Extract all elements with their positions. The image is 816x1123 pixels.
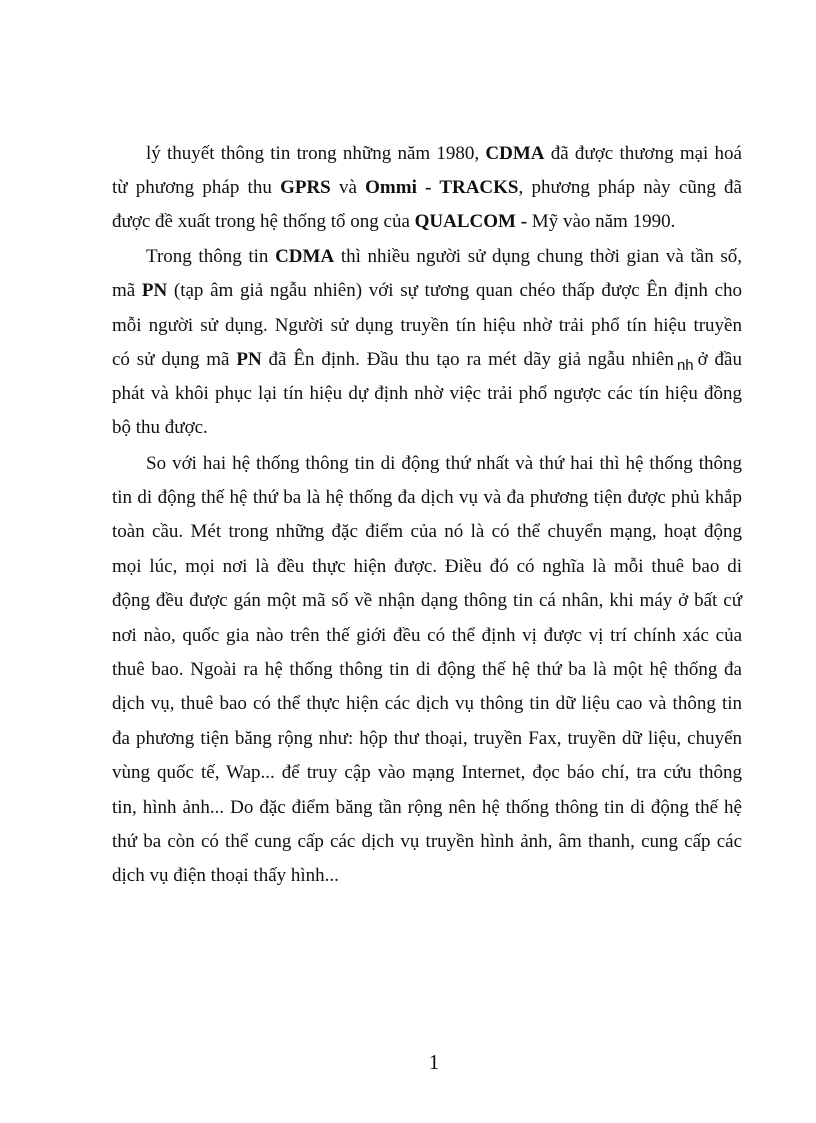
text-span: đã Ên định. Đầu thu tạo ra mét dãy giả ngẫu nhiên <box>261 349 674 370</box>
paragraph-3-line-9: đa phương tiện băng rộng như: hộp thư thoại, truyền Fax, truyền dữ liệu, chuyển <box>112 728 742 749</box>
paragraph-3-line-12: thứ ba còn có thể cung cấp các dịch vụ truyền hình ảnh, âm thanh, cung cấp các <box>112 831 742 852</box>
paragraph-3-line-6: nơi nào, quốc gia nào trên thế giới đều có thể định vị được vị trí chính xác của <box>112 625 742 646</box>
paragraph-3-line-3: toàn cầu. Mét trong những đặc điểm của nó là có thể chuyển mạng, hoạt động <box>112 521 742 542</box>
text-span: mã <box>112 280 142 301</box>
paragraph-1-line-3 <box>112 207 742 237</box>
text-span: Trong thông tin <box>146 246 276 267</box>
paragraph-2-line-4 <box>112 345 742 375</box>
paragraph-3-line-2: tin di động thế hệ thứ ba là hệ thống đa dịch vụ và đa phương tiện được phủ khắp <box>112 487 742 508</box>
text-span: thì nhiều người sử dụng chung thời gian và tần số, <box>334 246 743 267</box>
text-span: từ phương pháp thu <box>112 177 281 198</box>
text-span: có sử dụng mã <box>112 349 237 370</box>
paragraph-3-line-5: động đều được gán một mã số về nhận dạng thông tin cá nhân, khi máy ở bất cứ <box>112 590 742 611</box>
paragraph-3-line-1: So với hai hệ thống thông tin di động thứ nhất và thứ hai thì hệ thống thông <box>146 453 742 474</box>
page-number: 1 <box>428 1050 440 1074</box>
bold-term: CDMA <box>275 246 335 267</box>
paragraph-2-line-1 <box>146 242 742 272</box>
bold-term: QUALCOM - <box>414 211 528 232</box>
paragraph-2-line-2 <box>112 276 742 306</box>
text-span: lý thuyết thông tin trong những năm 1980, <box>146 143 486 164</box>
bold-term: PN <box>236 349 262 370</box>
paragraph-3-line-10: vùng quốc tế, Wap... để truy cập vào mạng Internet, đọc báo chí, tra cứu thông <box>112 762 742 783</box>
text-span: đã được thương mại hoá <box>544 143 742 164</box>
text-span: , phương pháp này cũng đã <box>518 177 742 198</box>
paragraph-3-line-13: dịch vụ điện thoại thấy hình... <box>112 865 339 886</box>
paragraph-2-line-3: mỗi người sử dụng. Người sử dụng truyền tín hiệu nhờ trải phổ tín hiệu truyền <box>112 315 742 336</box>
bold-term: CDMA <box>485 143 545 164</box>
bold-term: GPRS <box>280 177 331 198</box>
paragraph-3-line-7: thuê bao. Ngoài ra hệ thống thông tin di động thế hệ thứ ba là một hệ thống đa <box>112 659 742 680</box>
paragraph-2-line-6: bộ thu được. <box>112 417 208 438</box>
text-span: ở đầu <box>697 349 742 370</box>
text-span: được đề xuất trong hệ thống tổ ong của <box>112 211 415 232</box>
paragraph-3-line-11: tin, hình ảnh... Do đặc điểm băng tần rộng nên hệ thống thông tin di động thế hệ <box>112 797 742 818</box>
paragraph-3-line-4: mọi lúc, mọi nơi là đều thực hiện được. Điều đó có nghĩa là mỗi thuê bao di <box>112 556 742 577</box>
paragraph-1-line-2 <box>112 173 742 203</box>
paragraph-3-line-8: dịch vụ, thuê bao có thể thực hiện các dịch vụ thông tin dữ liệu cao và thông tin <box>112 693 742 714</box>
text-span: (tạp âm giả ngẫu nhiên) với sự tương quan chéo thấp được Ên định cho <box>167 280 742 301</box>
paragraph-2-line-5: phát và khôi phục lại tín hiệu dự định nhờ việc trải phổ ngược các tín hiệu đồng <box>112 383 742 404</box>
text-span: Mỹ vào năm 1990. <box>527 211 676 232</box>
bold-term: PN <box>141 280 168 301</box>
bold-term: Ommi - TRACKS <box>365 177 519 198</box>
paragraph-1-line-1 <box>146 139 742 169</box>
subscript-label: nh <box>676 357 694 374</box>
text-span: và <box>330 177 366 198</box>
